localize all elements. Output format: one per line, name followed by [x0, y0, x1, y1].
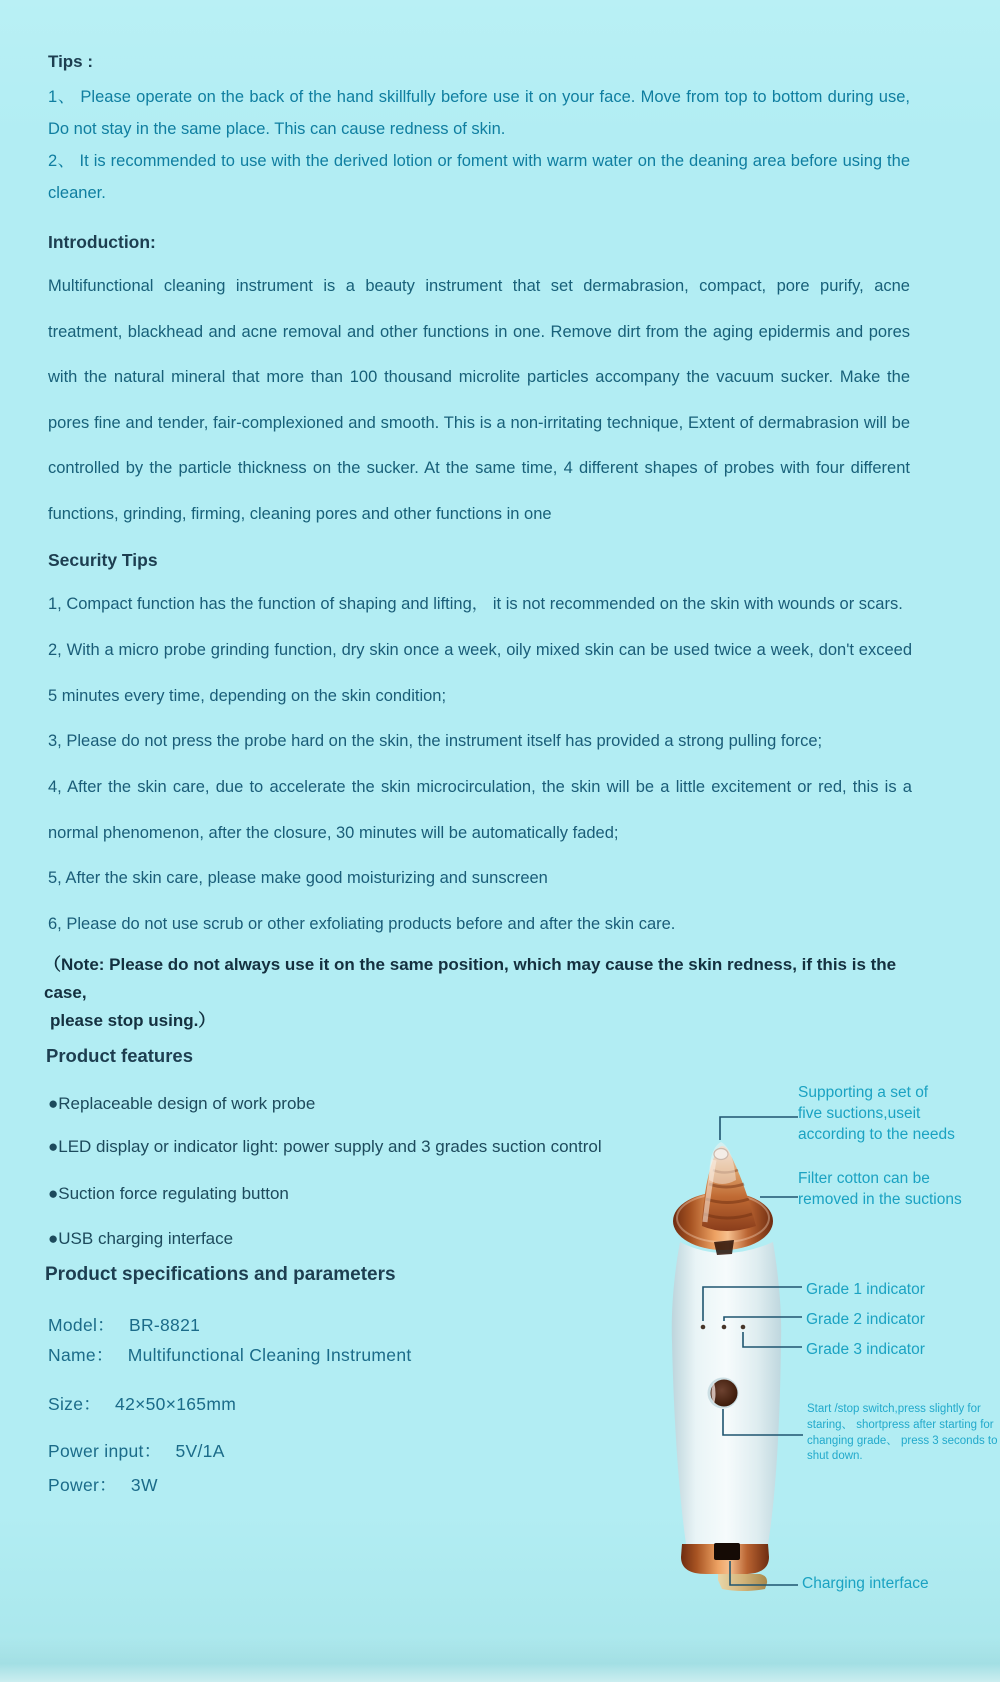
label-grade-2-indicator: Grade 2 indicator: [806, 1311, 925, 1328]
product-features-heading: Product features: [46, 1045, 194, 1066]
feature-item: ●Suction force regulating button: [48, 1184, 289, 1203]
spec-label: Power input：: [48, 1441, 162, 1461]
collar-shadow-mark: [714, 1240, 734, 1255]
spec-value: 42×50×165mm: [115, 1394, 237, 1414]
spec-row: [48, 1391, 236, 1416]
page-bottom-edge: [0, 1636, 1000, 1682]
label-filter-cotton: Filter cotton can be removed in the suctions: [798, 1170, 962, 1208]
label-grade-3-indicator: Grade 3 indicator: [806, 1341, 925, 1358]
tip-hole: [714, 1149, 728, 1160]
spec-row: [48, 1438, 225, 1463]
feature-item: ●Replaceable design of work probe: [48, 1094, 316, 1113]
device-diagram: [630, 1030, 1000, 1640]
power-button: [708, 1378, 739, 1409]
security-tip-item: 1, Compact function has the function of shaping and lifting， it is not recommended on the skin with wounds or scars.: [48, 595, 903, 613]
spec-label: Model：: [48, 1315, 115, 1335]
charging-base: [681, 1543, 769, 1591]
feature-item: ●USB charging interface: [48, 1229, 234, 1248]
feature-item: ●LED display or indicator light: power supply and 3 grades suction control: [48, 1137, 602, 1156]
spec-value: 5V/1A: [175, 1441, 225, 1461]
spec-value: 3W: [130, 1475, 158, 1495]
specifications-heading: Product specifications and parameters: [45, 1264, 396, 1285]
spec-label: Power：: [48, 1475, 117, 1495]
spec-value: BR-8821: [128, 1315, 201, 1335]
label-suctions: Supporting a set of five suctions,useit according to the needs: [798, 1084, 955, 1143]
label-charging-interface: Charging interface: [802, 1575, 929, 1592]
tips-item-1: 1、 Please operate on the back of the hand skillfully before use it on your face. Move from top to bottom during use, Do not stay in the same place. This can cause redness of skin.: [48, 88, 910, 138]
spec-label: Size：: [48, 1394, 102, 1414]
introduction-paragraph: Multifunctional cleaning instrument is a beauty instrument that set dermabrasion, compact, pore purify, acne treatment, blackhead and acne removal and other functions in one. Remove dirt from the aging epidermis and pores with the natural mineral that more than 100 thousand microlite particles accompany the vacuum sucker. Make the pores fine and tender, fair-complexioned and smooth. This is a non-irritating technique, Extent of dermabrasion will be controlled by the particle thickness on the sucker. At the same time, 4 different shapes of probes with four different functions, grinding, firming, cleaning pores and other functions in one: [48, 277, 910, 523]
introduction-heading: Introduction:: [48, 232, 156, 252]
note-text: please stop using.）: [50, 1011, 216, 1030]
leader-line-suctions: [720, 1117, 798, 1140]
spec-row: [48, 1312, 200, 1337]
spec-label: Name：: [48, 1345, 114, 1365]
spec-row: [48, 1342, 412, 1367]
suction-probe-tip: [702, 1142, 756, 1231]
tips-heading: Tips :: [48, 52, 94, 71]
label-start-stop-switch: Start /stop switch,press slightly for staring、 shortpress after starting for changing grade、 press 3 seconds to shut down.: [807, 1403, 998, 1463]
security-tips-heading: Security Tips: [48, 550, 158, 570]
spec-value: Multifunctional Cleaning Instrument: [127, 1345, 412, 1365]
security-tip-item: 4, After the skin care, due to accelerate the skin microcirculation, the skin will be a little excitement or red, this is a normal phenomenon, after the closure, 30 minutes will be automatically faded;: [48, 778, 912, 842]
security-tip-item: 5, After the skin care, please make good moisturizing and sunscreen: [48, 869, 548, 887]
label-grade-1-indicator: Grade 1 indicator: [806, 1281, 925, 1298]
usb-port: [714, 1543, 740, 1560]
security-tip-item: 3, Please do not press the probe hard on the skin, the instrument itself has provided a strong pulling force;: [48, 732, 823, 750]
charging-plug: [718, 1574, 767, 1591]
security-tip-item: 2, With a micro probe grinding function, dry skin once a week, oily mixed skin can be used twice a week, don't exceed 5 minutes every time, depending on the skin condition;: [48, 641, 912, 705]
security-tip-item: 6, Please do not use scrub or other exfoliating products before and after the skin care.: [48, 915, 676, 933]
note-text: （Note: Please do not always use it on the same position, which may cause the skin redness, if this is the case,: [44, 955, 897, 1002]
tips-item-2: 2、 It is recommended to use with the derived lotion or foment with warm water on the deaning area before using the cleaner.: [48, 152, 910, 202]
spec-row: [48, 1472, 158, 1497]
